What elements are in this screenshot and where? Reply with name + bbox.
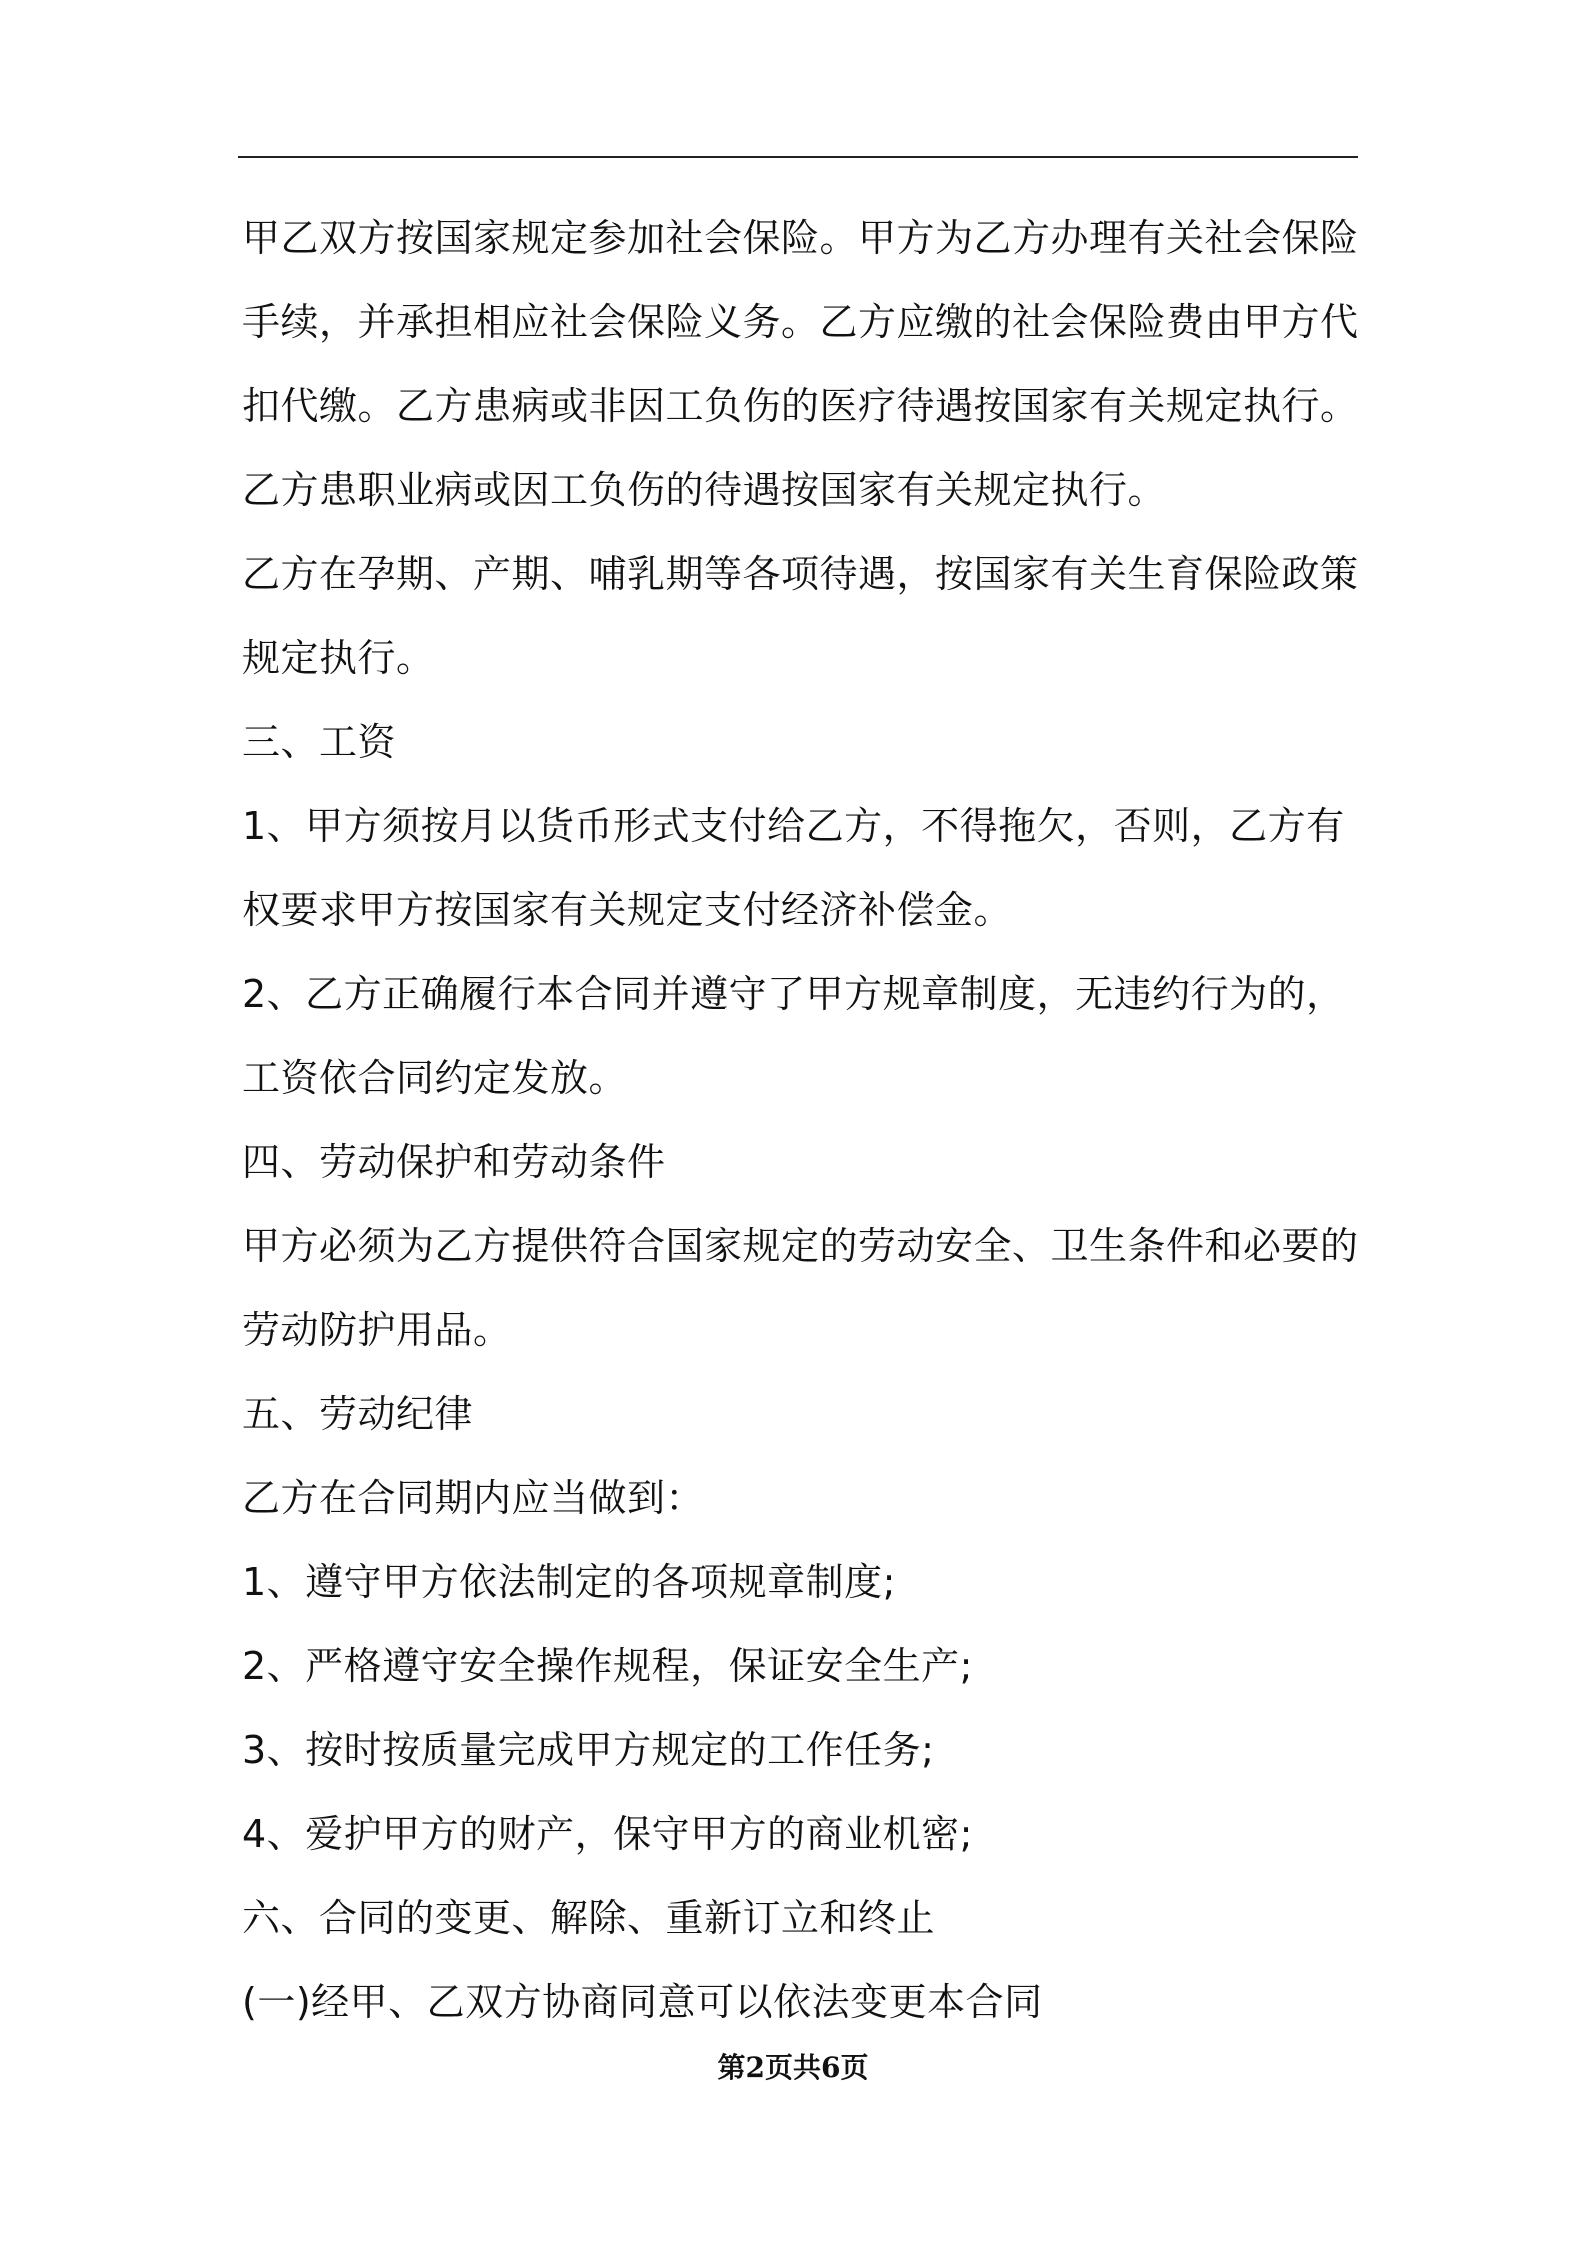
paragraph-social-insurance: 甲乙双方按国家规定参加社会保险。甲方为乙方办理有关社会保险手续，并承担相应社会保险义务。乙方应缴的社会保险费由甲方代扣代缴。乙方患病或非因工负伤的医疗待遇按国家有关规定执行。乙方患职业病或因工负伤的待遇按国家有关规定执行。 <box>242 216 1359 512</box>
list-item-discipline-2: 2、严格遵守安全操作规程，保证安全生产; <box>242 1644 973 1688</box>
header-rule <box>238 156 1358 158</box>
section-heading-labor-protection: 四、劳动保护和劳动条件 <box>242 1140 666 1184</box>
list-item-wages-2: 2、乙方正确履行本合同并遵守了甲方规章制度，无违约行为的，工资依合同约定发放。 <box>242 972 1345 1100</box>
paragraph-labor-protection: 甲方必须为乙方提供符合国家规定的劳动安全、卫生条件和必要的劳动防护用品。 <box>242 1224 1359 1352</box>
list-item-wages-1: 1、甲方须按月以货币形式支付给乙方，不得拖欠，否则，乙方有权要求甲方按国家有关规定支付经济补偿金。 <box>242 804 1345 932</box>
section-heading-labor-discipline: 五、劳动纪律 <box>242 1392 474 1436</box>
list-item-discipline-4: 4、爱护甲方的财产，保守甲方的商业机密; <box>242 1812 973 1856</box>
section-heading-contract-changes: 六、合同的变更、解除、重新订立和终止 <box>242 1896 936 1940</box>
list-item-discipline-3: 3、按时按质量完成甲方规定的工作任务; <box>242 1728 935 1772</box>
page-number-footer: 第2页共6页 <box>717 2051 869 2084</box>
paragraph-maternity: 乙方在孕期、产期、哺乳期等各项待遇，按国家有关生育保险政策规定执行。 <box>242 552 1359 680</box>
document-body <box>242 196 1360 2044</box>
list-item-contract-changes-1: (一)经甲、乙双方协商同意可以依法变更本合同 <box>242 1980 1043 2024</box>
paragraph-discipline-intro: 乙方在合同期内应当做到： <box>242 1476 705 1520</box>
section-heading-wages: 三、工资 <box>242 720 397 764</box>
list-item-discipline-1: 1、遵守甲方依法制定的各项规章制度; <box>242 1560 896 1604</box>
